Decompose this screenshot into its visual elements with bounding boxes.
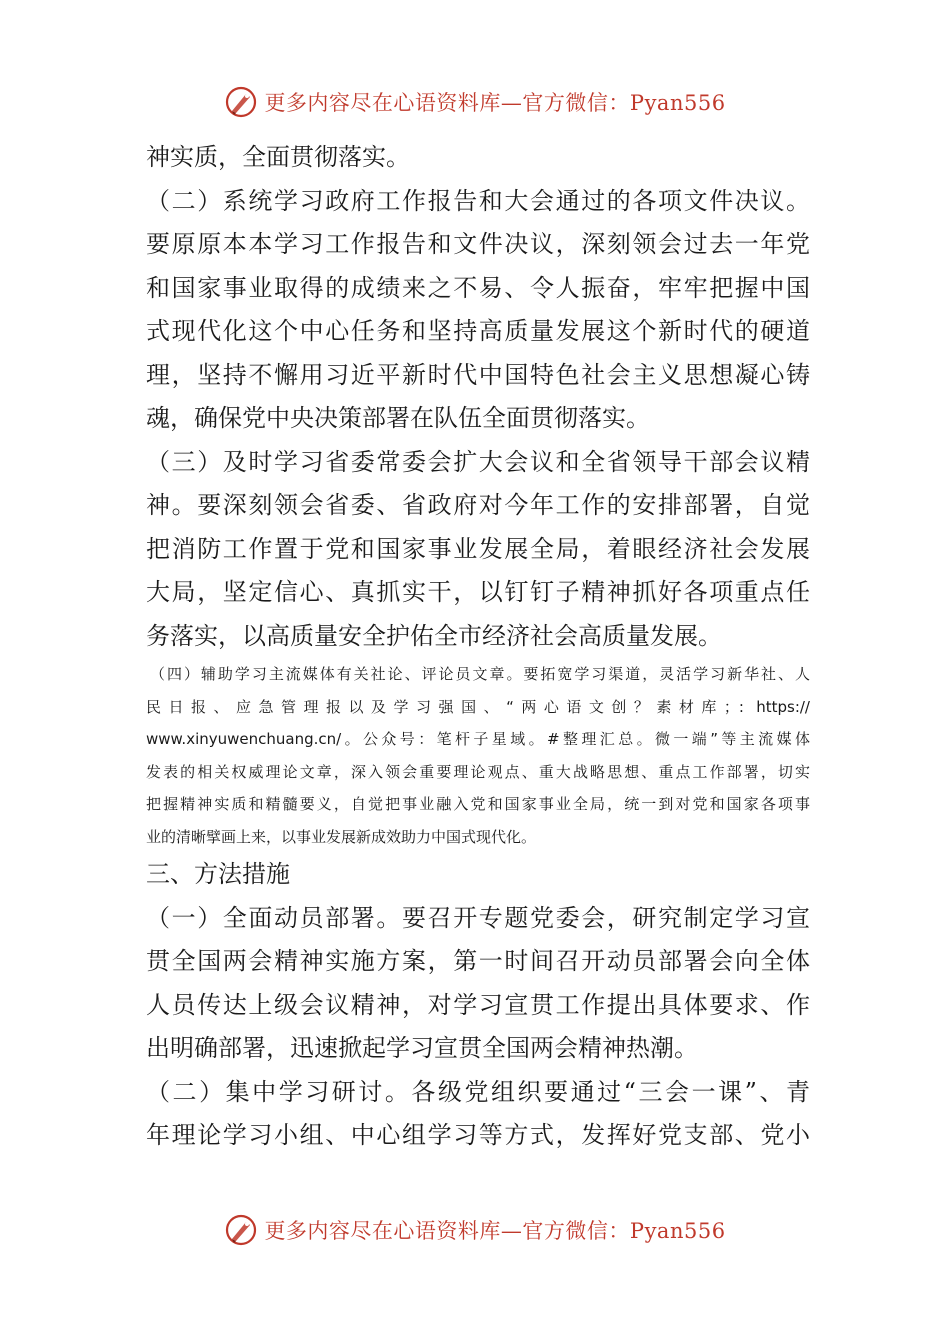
paragraph-2-heading-line: （二）系统学习政府工作报告和大会通过的各项文件决议。 bbox=[146, 186, 810, 215]
text-line: 业的清晰擘画上来，以事业发展新成效助力中国式现代化。 bbox=[146, 827, 537, 846]
text-line: 把握精神实质和精髓要义，自觉把事业融入党和国家事业全局，统一到对党和国家各项事 bbox=[146, 795, 810, 813]
text-line: 魂，确保党中央决策部署在队伍全面贯彻落实。 bbox=[146, 404, 650, 432]
text-line: 理，坚持不懈用习近平新时代中国特色社会主义思想凝心铸 bbox=[146, 360, 810, 389]
document-body bbox=[146, 136, 810, 1158]
pen-logo-icon bbox=[224, 1213, 258, 1247]
text-line: 式现代化这个中心任务和坚持高质量发展这个新时代的硬道 bbox=[146, 317, 810, 345]
header-watermark-banner bbox=[0, 80, 950, 124]
paragraph-4-heading-line: （四）辅助学习主流媒体有关社论、评论员文章。要拓宽学习渠道，灵活学习新华社、人 bbox=[150, 665, 810, 683]
text-line: 务落实，以高质量安全护佑全市经济社会高质量发展。 bbox=[146, 621, 722, 650]
text-line: 大局，坚定信心、真抓实干，以钉钉子精神抓好各项重点任 bbox=[146, 578, 810, 606]
text-line: 要原原本本学习工作报告和文件决议，深刻领会过去一年党 bbox=[146, 230, 810, 258]
banner-text: 更多内容尽在心语资料库—官方微信：Pyan556 bbox=[264, 1219, 726, 1243]
paragraph-3-heading-line: （三）及时学习省委常委会扩大会议和全省领导干部会议精 bbox=[146, 447, 810, 476]
text-line: 民日报、应急管理报以及学习强国、“两心语文创？素材库；: https:// bbox=[146, 697, 810, 716]
paragraph-5-heading-line: （一）全面动员部署。要召开专题党委会，研究制定学习宣 bbox=[146, 903, 810, 932]
text-line: 把消防工作置于党和国家事业发展全局，着眼经济社会发展 bbox=[146, 534, 810, 563]
text-line: 贯全国两会精神实施方案，第一时间召开动员部署会向全体 bbox=[146, 947, 810, 975]
text-line: www.xinyuwenchuang.cn/。公众号：笔杆子星域。#整理汇总。微一端”等主流媒体 bbox=[146, 730, 810, 748]
banner-text: 更多内容尽在心语资料库—官方微信：Pyan556 bbox=[264, 91, 726, 115]
pen-logo-icon bbox=[224, 85, 258, 119]
footer-watermark-banner bbox=[0, 1208, 950, 1252]
paragraph-6-heading-line: （二）集中学习研讨。各级党组织要通过“三会一课”、青 bbox=[146, 1077, 810, 1106]
section-heading: 三、方法措施 bbox=[146, 860, 290, 888]
text-line: 神实质，全面贯彻落实。 bbox=[146, 143, 410, 171]
text-line: 人员传达上级会议精神，对学习宣贯工作提出具体要求、作 bbox=[146, 990, 810, 1019]
text-line: 神。要深刻领会省委、省政府对今年工作的安排部署，自觉 bbox=[146, 491, 810, 519]
text-line: 年理论学习小组、中心组学习等方式，发挥好党支部、党小 bbox=[146, 1121, 810, 1149]
text-line: 发表的相关权威理论文章，深入领会重要理论观点、重大战略思想、重点工作部署，切实 bbox=[146, 762, 810, 781]
text-line: 和国家事业取得的成绩来之不易、令人振奋，牢牢把握中国 bbox=[146, 273, 810, 302]
text-line: 出明确部署，迅速掀起学习宣贯全国两会精神热潮。 bbox=[146, 1034, 698, 1062]
